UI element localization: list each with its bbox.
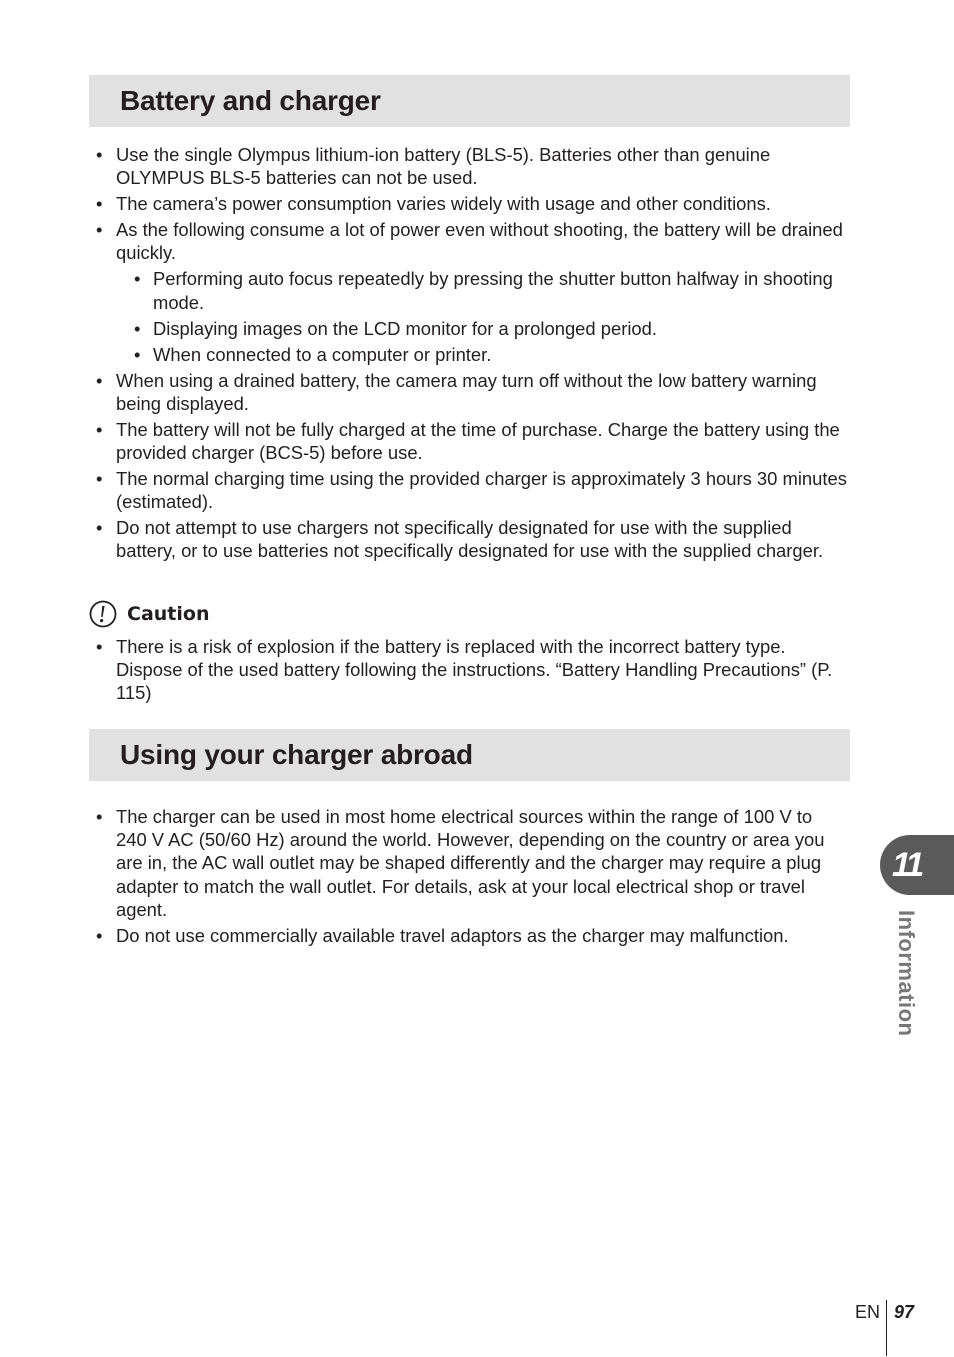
bullet: • (96, 418, 103, 440)
bullet: • (96, 924, 103, 946)
footer-language: EN (855, 1302, 881, 1322)
caution-exclamation-icon (89, 600, 117, 628)
chapter-tab (880, 835, 954, 895)
sub-list (96, 267, 856, 365)
sub-list-item: • When connected to a computer or printer. (134, 343, 492, 365)
footer-divider (886, 1300, 887, 1356)
list-item: • The camera’s power consumption varies widely with usage and other conditions. (96, 193, 771, 215)
section-header-battery (89, 75, 850, 127)
list-item: • The normal charging time using the provided charger is approximately 3 hours 30 minutes (estimated). (96, 468, 847, 513)
sub-list-item: • Displaying images on the LCD monitor for a prolonged period. (134, 317, 657, 339)
list-item: • Use the single Olympus lithium-ion battery (BLS-5). Batteries other than genuine OLYMPUS BLS-5 batteries can not be used. (96, 144, 771, 189)
bullet: • (134, 268, 141, 290)
bullet: • (134, 317, 141, 339)
list-item: • The charger can be used in most home electrical sources within the range of 100 V to 240 V AC (50/60 Hz) around the world. However, depending on the country or area you are in, the AC wall outlet may be shaped differently and the charger may require a plug adapter to match the wall outlet. For details, ask at your local electrical shop or travel agent. (96, 806, 825, 920)
bullet: • (96, 369, 103, 391)
sub-list-item: • Performing auto focus repeatedly by pressing the shutter button halfway in shooting mode. (134, 268, 833, 313)
bullet: • (96, 636, 103, 657)
chapter-label: Information (894, 910, 919, 1037)
bullet: • (96, 219, 103, 241)
bullet: • (96, 806, 103, 827)
list-item: • Do not attempt to use chargers not specifically designated for use with the supplied battery, or to use batteries not specifically designated for use with the supplied charger. (96, 517, 824, 562)
section-title: Using your charger abroad (120, 739, 473, 770)
caution-heading (89, 600, 209, 628)
bullet: • (96, 517, 103, 539)
section-header-charger-abroad (89, 729, 850, 781)
caution-label: Caution (127, 603, 210, 625)
bullet: • (96, 193, 103, 215)
battery-list (96, 143, 856, 565)
bullet: • (96, 468, 103, 490)
list-item: • The battery will not be fully charged at the time of purchase. Charge the battery using the provided charger (BCS-5) before use. (96, 418, 840, 464)
chapter-number: 11 (892, 845, 922, 884)
list-item: • Do not use commercially available travel adaptors as the charger may malfunction. (96, 924, 789, 946)
caution-list (96, 635, 856, 707)
bullet: • (134, 343, 141, 365)
bullet: • (96, 144, 103, 165)
list-item: • When using a drained battery, the camera may turn off without the low battery warning being displayed. (96, 369, 817, 414)
page-number: 97 (894, 1302, 915, 1322)
section-title: Battery and charger (120, 85, 381, 116)
list-item: • As the following consume a lot of power even without shooting, the battery will be drained quickly. • Performing auto focus repeatedly by pressing the shutter button halfway in shooting mode. • Displaying images on the LCD monitor for a prolonged period. • When connected to a computer or printer. (96, 218, 856, 366)
charger-abroad-list (96, 805, 844, 950)
list-item: • There is a risk of explosion if the battery is replaced with the incorrect battery type. Dispose of the used battery following the instructions. “Battery Handling Precautions” (P. 115) (96, 636, 833, 704)
